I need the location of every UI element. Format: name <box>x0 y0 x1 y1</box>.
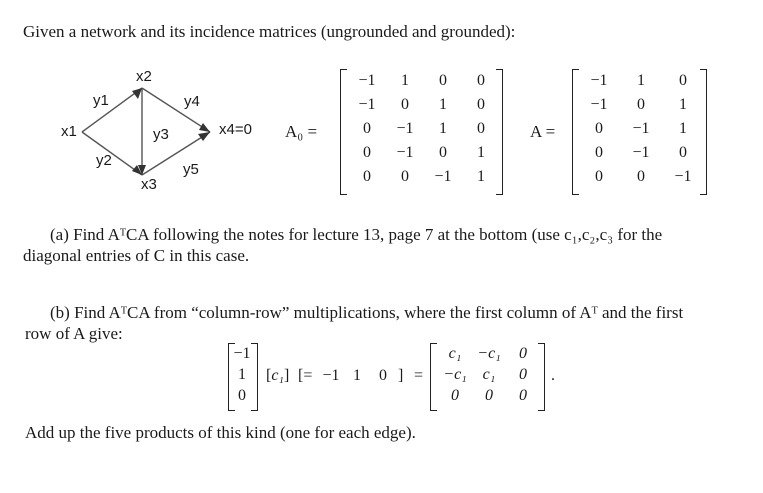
part-a-line1: (a) Find AᵀCA following the notes for lecture 13, page 7 at the bottom (use c₁,c₂,c₃ for the <box>50 225 663 244</box>
matrix-a-entry: −1 <box>632 144 650 161</box>
eq-c-value: c₁ <box>271 367 284 384</box>
matrix-a-entry: 0 <box>595 168 603 185</box>
matrix-a0-entry: 0 <box>439 72 447 89</box>
eq-row-close: ] <box>398 367 404 384</box>
eq-result-entry: 0 <box>519 387 527 404</box>
matrix-a0-entry: 1 <box>477 168 485 185</box>
conclusion-text: Add up the five products of this kind (one for each edge). <box>25 423 416 442</box>
matrix-a-entry: 0 <box>595 144 603 161</box>
matrix-a0-entry: −1 <box>396 144 414 161</box>
eq-result-entry: 0 <box>451 387 459 404</box>
matrix-a0-left-bracket <box>340 69 347 195</box>
eq-column-entry: 1 <box>238 366 246 383</box>
matrix-a0-entry: −1 <box>434 168 452 185</box>
edge-label-y4: y4 <box>184 93 200 110</box>
edge-label-y3: y3 <box>153 126 169 143</box>
edge-y2 <box>82 132 142 175</box>
eq-result-entry: −c₁ <box>443 366 467 383</box>
eq-result-entry: 0 <box>485 387 493 404</box>
arrow-y5 <box>198 132 210 141</box>
eq-column-entry: 0 <box>238 387 246 404</box>
matrix-a0-entry: 0 <box>477 96 485 113</box>
matrix-a0-entry: 0 <box>363 168 371 185</box>
matrix-a-label: A = <box>530 122 556 141</box>
eq-row-entry: −1 <box>322 367 340 384</box>
eq-result-left-bracket <box>430 343 437 411</box>
matrix-a0-entry: 0 <box>401 96 409 113</box>
matrix-a-entry: 0 <box>637 96 645 113</box>
matrix-a-entry: 1 <box>679 120 687 137</box>
matrix-a0-entry: 0 <box>439 144 447 161</box>
eq-row-prefix: [= <box>298 367 313 384</box>
part-a-line2: diagonal entries of C in this case. <box>23 246 250 265</box>
matrix-a-entry: 1 <box>679 96 687 113</box>
eq-period: . <box>551 367 555 384</box>
matrix-a0-entry: −1 <box>396 120 414 137</box>
edge-label-y5: y5 <box>183 161 199 178</box>
matrix-a0-entry: −1 <box>358 72 376 89</box>
node-x3: x3 <box>141 176 157 193</box>
part-b-line2: row of A give: <box>25 324 123 343</box>
intro-text: Given a network and its incidence matrices (ungrounded and grounded): <box>23 22 516 41</box>
matrix-a-entry: 0 <box>637 168 645 185</box>
matrix-a0-entry: 0 <box>477 72 485 89</box>
matrix-a-entry: 0 <box>595 120 603 137</box>
matrix-a0-label: A₀ = <box>285 122 318 141</box>
eq-col-right-bracket <box>251 343 258 411</box>
node-x2: x2 <box>136 68 152 85</box>
eq-result-entry: c₁ <box>448 345 462 362</box>
eq-c-factor: [c₁] <box>266 367 290 384</box>
eq-result-entry: 0 <box>519 366 527 383</box>
eq-row-entry: 0 <box>379 367 387 384</box>
eq-row-entry: 1 <box>353 367 361 384</box>
edge-label-y2: y2 <box>96 152 112 169</box>
eq-result-entry: −c₁ <box>477 345 501 362</box>
edge-label-y1: y1 <box>93 92 109 109</box>
matrix-a-entry: −1 <box>674 168 692 185</box>
arrow-y4 <box>199 123 210 132</box>
matrix-a-entry: 1 <box>637 72 645 89</box>
matrix-a0-entry: 1 <box>401 72 409 89</box>
matrix-a-entry: 0 <box>679 144 687 161</box>
eq-equals: = <box>414 367 424 384</box>
matrix-a0-entry: 1 <box>439 120 447 137</box>
matrix-a0-entry: 0 <box>363 144 371 161</box>
eq-column-entry: −1 <box>233 345 251 362</box>
matrix-a0-entry: 0 <box>401 168 409 185</box>
matrix-a-entry: −1 <box>590 96 608 113</box>
matrix-a-entry: 0 <box>679 72 687 89</box>
matrix-a0-entry: −1 <box>358 96 376 113</box>
node-x1: x1 <box>61 123 77 140</box>
network-diagram <box>55 70 215 200</box>
matrix-a-entry: −1 <box>590 72 608 89</box>
node-x4: x4=0 <box>219 121 252 138</box>
part-b-line1: (b) Find AᵀCA from “column-row” multiplications, where the first column of Aᵀ and the first <box>50 303 684 322</box>
edge-y1 <box>82 88 142 132</box>
matrix-a0-entry: 0 <box>363 120 371 137</box>
matrix-a0-entry: 1 <box>439 96 447 113</box>
eq-result-entry: 0 <box>519 345 527 362</box>
matrix-a-entry: −1 <box>632 120 650 137</box>
eq-result-entry: c₁ <box>482 366 496 383</box>
matrix-a0-entry: 1 <box>477 144 485 161</box>
matrix-a0-entry: 0 <box>477 120 485 137</box>
